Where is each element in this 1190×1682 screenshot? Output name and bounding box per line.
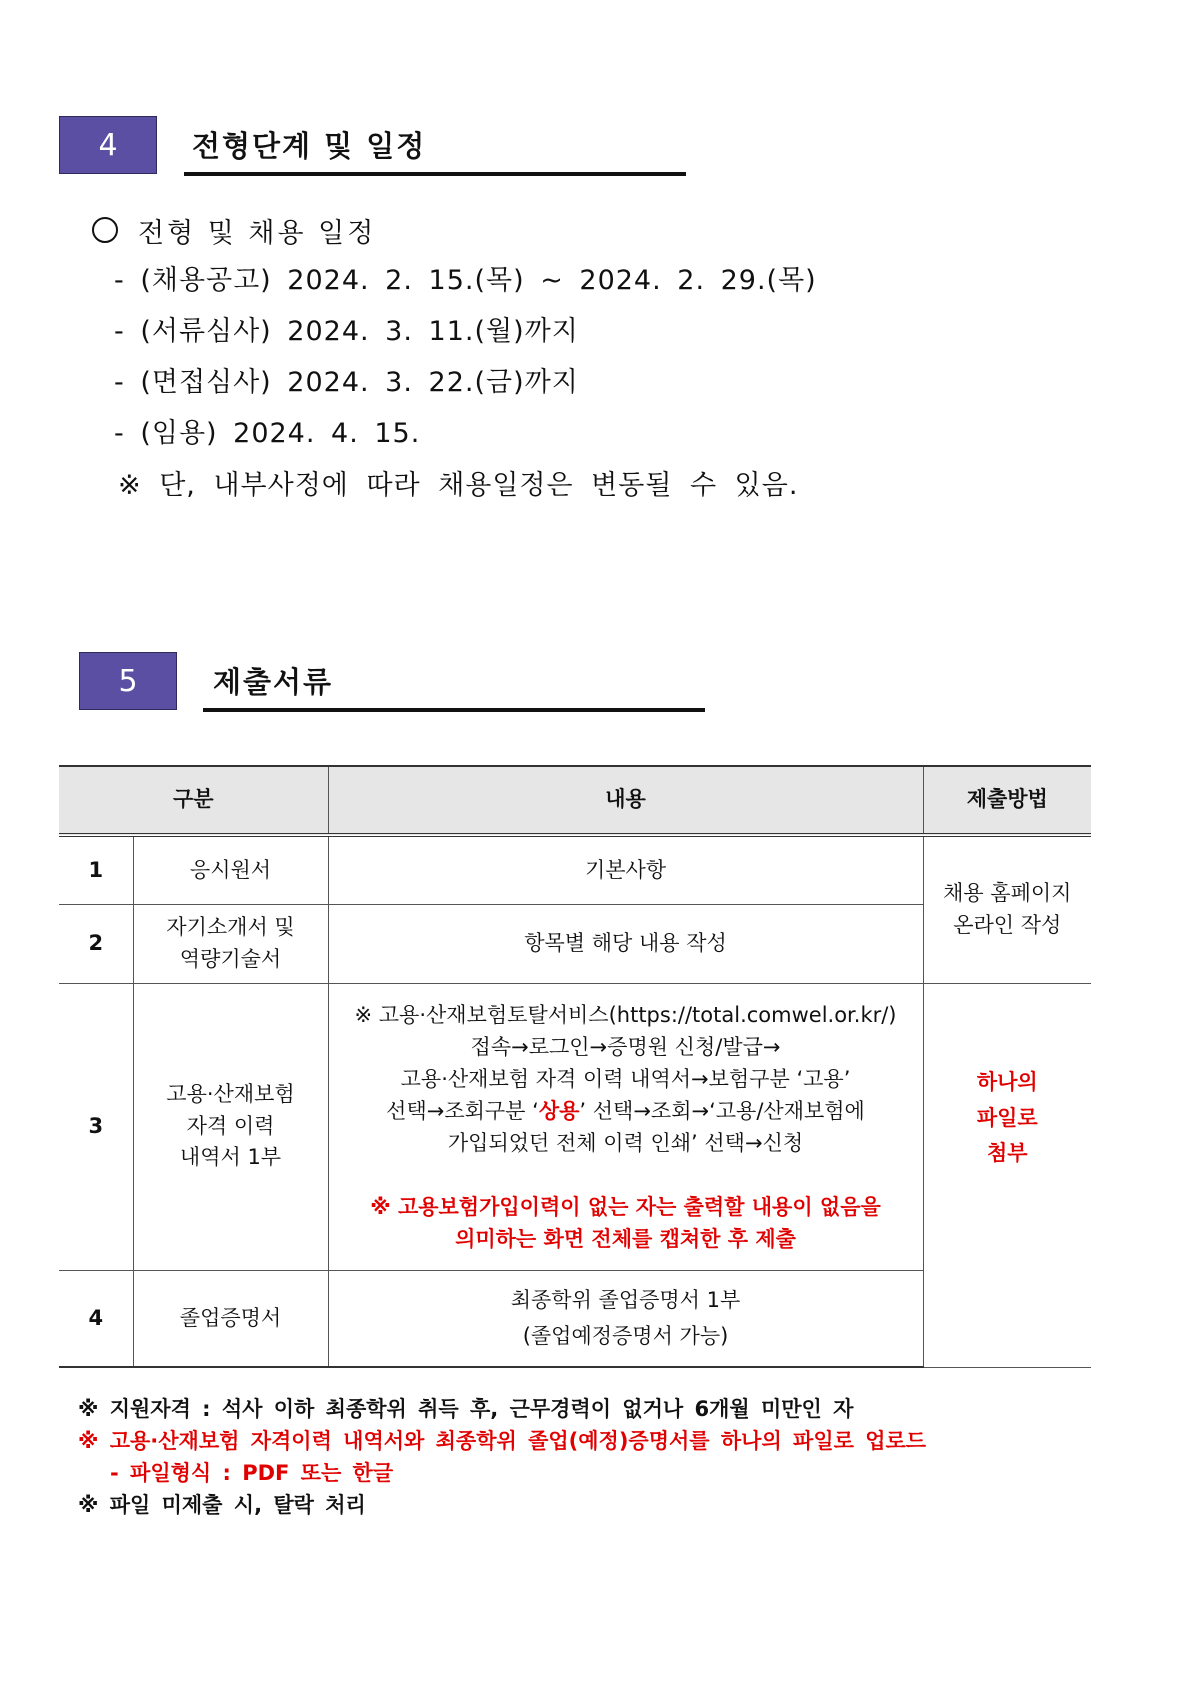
method-file-line: 하나의 [976, 1070, 1038, 1094]
row-number: 3 [59, 983, 133, 1270]
content-line: 고용·산재보험 자격 이력 내역서→보험구분 ‘고용’ [400, 1066, 851, 1091]
section-5-number: 5 [79, 652, 177, 710]
table-row [59, 835, 1091, 904]
row-content: 항목별 해당 내용 작성 [328, 904, 923, 983]
schedule-heading-text: 전형 및 채용 일정 [138, 217, 377, 249]
section-4-number: 4 [59, 116, 157, 174]
header-method: 제출방법 [923, 766, 1091, 835]
method-file [923, 983, 1091, 1367]
content-line: (졸업예정증명서 가능) [522, 1324, 729, 1349]
row-name-line: 내역서 1부 [179, 1145, 282, 1170]
method-online [923, 835, 1091, 983]
content-warning: ※ 고용보험가입이력이 없는 자는 출력할 내용이 없음을 [370, 1194, 881, 1219]
row-content: 기본사항 [328, 835, 923, 904]
content-highlight: 상용 [538, 1098, 580, 1123]
circle-bullet-icon [92, 217, 118, 243]
row-content [328, 983, 923, 1270]
row-number: 1 [59, 835, 133, 904]
footnote-file-format: - 파일형식 : PDF 또는 한글 [110, 1461, 394, 1485]
content-text: 선택→조회구분 ‘ [386, 1098, 539, 1123]
content-line: 최종학위 졸업증명서 1부 [510, 1288, 741, 1313]
method-file-line: 파일로 [976, 1105, 1038, 1130]
header-category: 구분 [59, 766, 328, 835]
schedule-heading [92, 208, 817, 252]
row-name-line: 고용·산재보험 [166, 1082, 295, 1107]
table-row [59, 983, 1091, 1270]
row-name: 졸업증명서 [133, 1270, 328, 1367]
row-name [133, 904, 328, 983]
footnotes [78, 1393, 926, 1521]
section-4-underline [184, 172, 686, 176]
content-line: ※ 고용·산재보험토탈서비스(https://total.comwel.or.kr/) [354, 1002, 897, 1027]
schedule-item-appointment: - (임용) 2024. 4. 15. [114, 418, 421, 449]
row-content [328, 1270, 923, 1367]
method-file-line: 첨부 [986, 1141, 1028, 1166]
method-online-line: 온라인 작성 [953, 912, 1062, 937]
table-header-row [59, 766, 1091, 835]
row-name-line: 역량기술서 [179, 946, 282, 971]
section-4-title: 전형단계 및 일정 [192, 129, 427, 163]
row-name-line: 자격 이력 [186, 1113, 275, 1138]
row-name [133, 983, 328, 1270]
schedule-item-interview: - (면접심사) 2024. 3. 22.(금)까지 [114, 367, 579, 398]
schedule-block [92, 208, 817, 508]
content-line: 접속→로그인→증명원 신청/발급→ [470, 1034, 781, 1059]
schedule-item-posting: - (채용공고) 2024. 2. 15.(목) ~ 2024. 2. 29.(목) [114, 265, 817, 296]
header-content: 내용 [328, 766, 923, 835]
content-line: 가입되었던 전체 이력 인쇄’ 선택→신청 [447, 1130, 804, 1155]
footnote-eligibility: ※ 지원자격 : 석사 이하 최종학위 취득 후, 근무경력이 없거나 6개월 미만인 자 [78, 1397, 854, 1421]
footnote-upload: ※ 고용·산재보험 자격이력 내역서와 최종학위 졸업(예정)증명서를 하나의 파일로 업로드 [78, 1429, 927, 1453]
section-5-underline [203, 708, 705, 712]
method-online-line: 채용 홈페이지 [943, 881, 1072, 906]
content-warning: 의미하는 화면 전체를 캡쳐한 후 제출 [455, 1226, 796, 1251]
section-5-title: 제출서류 [213, 665, 334, 699]
row-number: 2 [59, 904, 133, 983]
schedule-item-document-review: - (서류심사) 2024. 3. 11.(월)까지 [114, 316, 579, 347]
row-name-line: 자기소개서 및 [166, 915, 295, 939]
content-line [329, 1095, 923, 1127]
content-text: ’ 선택→조회→‘고용/산재보험에 [579, 1098, 865, 1123]
schedule-note: ※ 단, 내부사정에 따라 채용일정은 변동될 수 있음. [118, 469, 799, 501]
footnote-disqualification: ※ 파일 미제출 시, 탈락 처리 [78, 1493, 366, 1517]
row-name: 응시원서 [133, 835, 328, 904]
row-number: 4 [59, 1270, 133, 1367]
documents-table [59, 765, 1091, 1368]
